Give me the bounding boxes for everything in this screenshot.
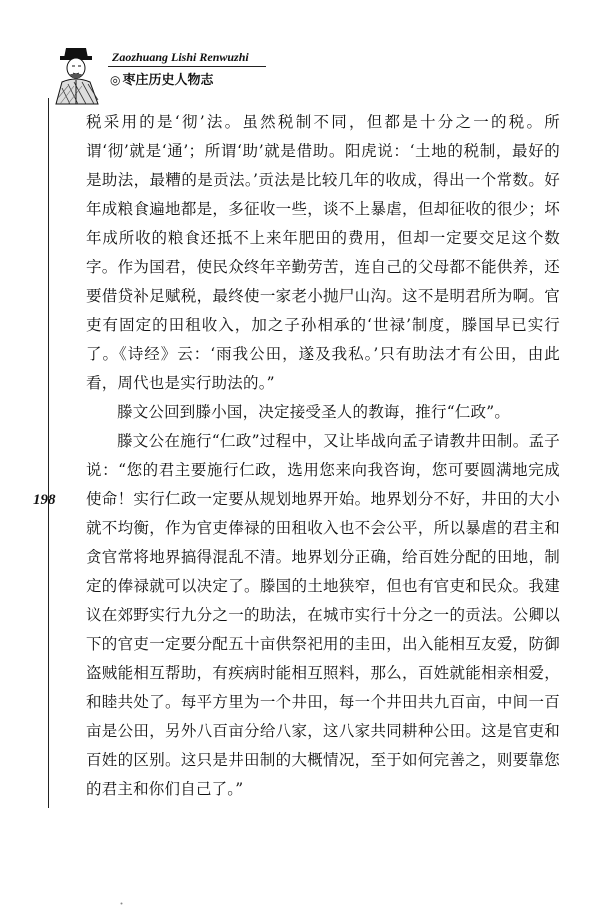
page-number: 198 [33, 492, 56, 508]
margin-rule [48, 98, 49, 808]
dot-mark [120, 902, 123, 905]
scholar-portrait-icon [48, 44, 104, 106]
body-text [86, 108, 560, 804]
header-rule [108, 66, 266, 67]
circle-bullet-icon: ◎ [110, 73, 121, 87]
series-latin-title: Zaozhuang Lishi Renwuzhi [112, 50, 249, 64]
paragraph: 税采用的是‘彻’法。虽然税制不同，但都是十分之一的税。所谓‘彻’就是‘通’；所谓‘助’就是借助。阳虎说：‘土地的税制，最好的是助法，最糟的是贡法。’贡法是比较几年的收成，得出一个常数。好年成粮食遍地都是，多征收一些，谈不上暴虐，但却征收的很少；坏年成所收的粮食还抵不上来年肥田的费用，但却一定要交足这个数字。作为国君，使民众终年辛勤劳苦，连自己的父母都不能供养，还要借贷补足赋税，最终使一家老小抛尸山沟。这不是明君所为啊。官吏有固定的田租收入，加之子孙相承的‘世禄’制度，滕国早已实行了。《诗经》云：‘雨我公田，遂及我私。’只有助法才有公田，由此看，周代也是实行助法的。” [86, 113, 560, 392]
paragraph: 滕文公在施行“仁政”过程中，又让毕战向孟子请教井田制。孟子说：“您的君主要施行仁政，选用您来向我咨询，您可要圆满地完成使命！实行仁政一定要从规划地界开始。地界划分不好，井田的大小就不均衡，作为官吏俸禄的田租收入也不会公平，所以暴虐的君主和贪官常将地界搞得混乱不清。地界划分正确，给百姓分配的田地，制定的俸禄就可以决定了。滕国的土地狭窄，但也有官吏和民众。我建议在郊野实行九分之一的助法，在城市实行十分之一的贡法。公卿以下的官吏一定要分配五十亩供祭祀用的圭田，出入能相互友爱，防御盗贼能相互帮助，有疾病时能相互照料，那么，百姓就能相亲相爱，和睦共处了。每平方里为一个井田，每一个井田共九百亩，中间一百亩是公田，另外八百亩分给八家，这八家共同耕种公田。这是官吏和百姓的区别。这只是井田制的大概情况，至于如何完善之，则要靠您的君主和你们自己了。” [86, 432, 560, 798]
series-chinese-title-text: 枣庄历史人物志 [122, 73, 214, 88]
paragraph: 滕文公回到滕小国，决定接受圣人的教诲，推行“仁政”。 [117, 403, 511, 421]
series-chinese-title [110, 69, 214, 88]
